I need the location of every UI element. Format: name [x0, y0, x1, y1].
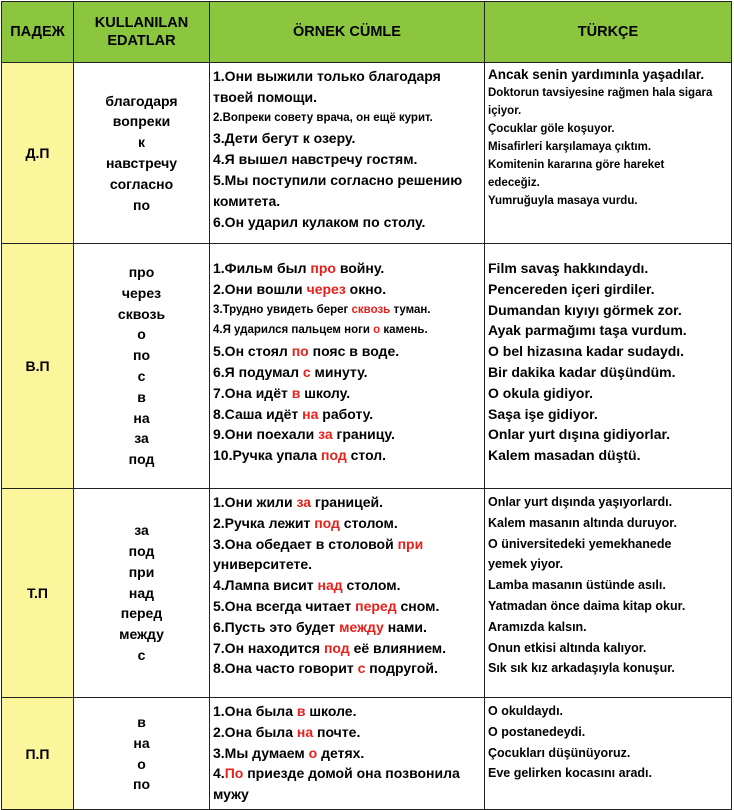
highlighted-preposition: в — [296, 703, 306, 719]
example-sentence: 1.Фильм был про войну. — [213, 260, 385, 276]
header-case: ПАДЕЖ — [2, 2, 74, 63]
example-sentence: 3.Мы думаем о детях. — [213, 744, 365, 761]
example-sentence: 3.Трудно увидеть берег сквозь туман. — [213, 303, 431, 316]
example-sentence: 3.Дети бегут к озеру. — [213, 130, 356, 147]
example-sentence: 6.Пусть это будет между нами. — [213, 618, 427, 635]
turkish-sentence: O postanedeydi. — [488, 724, 586, 739]
example-sentence: 1.Она была в школе. — [213, 703, 357, 719]
preposition: с — [137, 368, 146, 384]
row-vp — [2, 244, 732, 489]
preposition: за — [134, 522, 149, 539]
example-sentence: 5.Мы поступили согласно решению — [213, 171, 463, 188]
grammar-table — [1, 1, 732, 810]
example-sentence: 4.По приезде домой она позвонила — [213, 765, 460, 782]
case-cell: Т.П — [2, 489, 74, 698]
header-turkish: TÜRKÇE — [485, 2, 732, 63]
prepositions-cell — [74, 698, 210, 810]
example-sentence: 4.Я ударился пальцем ноги о камень. — [213, 324, 428, 337]
example-sentence-cont: мужу — [213, 786, 249, 803]
preposition: по — [132, 776, 150, 793]
turkish-sentence: O okuldaydı. — [488, 704, 564, 718]
turkish-sentence: Ancak senin yardımınla yaşadılar. — [488, 67, 705, 82]
example-sentence: 3.Она обедает в столовой при — [213, 535, 424, 552]
turkish-sentence: Komitenin kararına göre hareket — [488, 159, 665, 171]
highlighted-preposition: под — [323, 639, 350, 656]
preposition: навстречу — [105, 155, 178, 171]
preposition: перед — [120, 605, 163, 622]
turkish-sentence: Aramızda kalsın. — [488, 619, 587, 634]
example-sentence: 8.Саша идёт на работу. — [213, 405, 374, 422]
turkish-sentence: Yatmadan önce daima kitap okur. — [488, 598, 686, 613]
preposition: под — [128, 543, 155, 559]
examples-cell — [210, 63, 485, 244]
example-sentence: 5.Она всегда читает перед сном. — [213, 597, 440, 614]
highlighted-preposition: о — [308, 744, 318, 761]
turkish-sentence: Bir dakika kadar düşündüm. — [488, 363, 676, 380]
turkish-sentence: Pencereden içeri girdiler. — [488, 280, 655, 297]
highlighted-preposition: По — [224, 765, 244, 782]
preposition: по — [132, 196, 150, 213]
preposition: за — [134, 430, 149, 447]
example-sentence: 4.Я вышел навстречу гостям. — [213, 151, 418, 168]
turkish-sentence: Eve gelirken kocasını aradı. — [488, 766, 652, 781]
example-sentence: 2.Ручка лежит под столом. — [213, 514, 398, 531]
preposition: о — [137, 326, 146, 343]
preposition: о — [137, 755, 146, 772]
turkish-sentence: Misafirleri karşılamaya çıktım. — [488, 141, 652, 153]
header-row — [2, 2, 732, 63]
example-sentence: 7.Она идёт в школу. — [213, 384, 351, 401]
highlighted-preposition: на — [302, 405, 319, 422]
header-example: ÖRNEK CÜMLE — [210, 2, 485, 63]
turkish-sentence-cont: edeceğiz. — [488, 177, 540, 189]
highlighted-preposition: за — [296, 494, 312, 510]
highlighted-preposition: о — [373, 324, 381, 337]
example-sentence: 1.Они жили за границей. — [213, 494, 384, 510]
preposition: согласно — [109, 175, 174, 192]
example-sentence: 1.Они выжили только благодаря — [213, 68, 441, 84]
turkish-cell — [485, 489, 732, 698]
example-sentence-cont: комитета. — [213, 192, 281, 209]
turkish-sentence: Kalem masadan düştü. — [488, 447, 641, 464]
example-sentence: 5.Он стоял по пояс в воде. — [213, 343, 400, 360]
turkish-sentence: Yumruğuyla masaya vurdu. — [488, 195, 638, 207]
highlighted-preposition: за — [318, 426, 333, 443]
examples-cell — [210, 244, 485, 489]
example-sentence-cont: твоей помощи. — [213, 88, 317, 105]
highlighted-preposition: под — [321, 447, 347, 464]
example-sentence: 6.Я подумал с минуту. — [213, 363, 368, 380]
highlighted-preposition: при — [397, 535, 424, 552]
preposition: сквозь — [117, 305, 166, 322]
turkish-sentence: O bel hizasına kadar sudaydı. — [488, 343, 685, 360]
case-cell: Д.П — [2, 63, 74, 244]
case-cell: П.П — [2, 698, 74, 810]
turkish-sentence: Film savaş hakkındaydı. — [488, 260, 649, 276]
preposition: при — [128, 563, 155, 580]
row-pp — [2, 698, 732, 810]
header-prepositions: KULLANILAN EDATLAR — [74, 2, 210, 63]
highlighted-preposition: про — [310, 260, 336, 276]
highlighted-preposition: в — [291, 384, 301, 401]
highlighted-preposition: сквозь — [351, 303, 391, 316]
highlighted-preposition: по — [291, 343, 309, 360]
example-sentence: 7.Он находится под её влиянием. — [213, 639, 447, 656]
highlighted-preposition: на — [296, 723, 314, 740]
preposition: в — [137, 713, 146, 730]
turkish-cell — [485, 63, 732, 244]
turkish-sentence: Onun etkisi altında kalıyor. — [488, 640, 647, 655]
preposition: вопреки — [112, 113, 171, 130]
turkish-sentence: Çocuklar göle koşuyor. — [488, 123, 615, 135]
turkish-sentence: Saşa işe gidiyor. — [488, 405, 598, 422]
highlighted-preposition: под — [314, 514, 340, 531]
prepositions-cell — [74, 244, 210, 489]
example-sentence: 4.Лампа висит над столом. — [213, 577, 401, 594]
examples-cell — [210, 698, 485, 810]
preposition: над — [128, 584, 155, 601]
case-cell: В.П — [2, 244, 74, 489]
highlighted-preposition: между — [339, 618, 384, 635]
example-sentence: 2.Они вошли через окно. — [213, 280, 387, 297]
highlighted-preposition: с — [302, 363, 311, 380]
highlighted-preposition: над — [317, 577, 343, 594]
prepositions-cell — [74, 63, 210, 244]
example-sentence: 8.Она часто говорит с подругой. — [213, 660, 438, 677]
highlighted-preposition: перед — [355, 597, 397, 614]
preposition: в — [137, 388, 146, 405]
turkish-sentence: Onlar yurt dışına gidiyorlar. — [488, 426, 671, 443]
turkish-cell — [485, 244, 732, 489]
turkish-sentence-cont: yemek yiyor. — [488, 557, 564, 572]
preposition: про — [128, 264, 155, 281]
row-tp — [2, 489, 732, 698]
turkish-cell — [485, 698, 732, 810]
example-sentence: 10.Ручка упала под стол. — [213, 447, 387, 464]
turkish-sentence: O üniversitedeki yemekhanede — [488, 536, 672, 551]
highlighted-preposition: с — [357, 660, 366, 677]
example-sentence: 6.Он ударил кулаком по столу. — [213, 213, 426, 230]
prepositions-cell — [74, 489, 210, 698]
preposition: к — [137, 134, 145, 151]
example-sentence: 9.Они поехали за границу. — [213, 426, 395, 443]
row-dp — [2, 63, 732, 244]
preposition: через — [121, 284, 162, 301]
turkish-sentence: Ayak parmağımı taşa vurdum. — [488, 322, 687, 339]
turkish-sentence: Dumandan kıyıyı görmek zor. — [488, 301, 682, 318]
turkish-sentence: Lamba masanın üstünde asılı. — [488, 578, 666, 593]
preposition: под — [128, 451, 155, 468]
turkish-sentence: Çocukları düşünüyoruz. — [488, 745, 631, 760]
turkish-sentence: Onlar yurt dışında yaşıyorlardı. — [488, 495, 673, 509]
example-sentence: 2.Вопреки совету врача, он ещё курит. — [213, 111, 433, 124]
turkish-sentence: Doktorun tavsiyesine rağmen hala sigara — [488, 87, 713, 99]
preposition: благодаря — [105, 92, 178, 109]
turkish-sentence: O okula gidiyor. — [488, 384, 594, 401]
preposition: на — [133, 409, 150, 426]
preposition: на — [133, 734, 150, 751]
example-sentence: 2.Она была на почте. — [213, 723, 361, 740]
preposition: с — [137, 646, 146, 663]
example-sentence-cont: университете. — [213, 556, 312, 573]
highlighted-preposition: через — [306, 280, 346, 297]
preposition: по — [132, 347, 150, 364]
turkish-sentence: Sık sık kız arkadaşıyla konuşur. — [488, 661, 675, 676]
turkish-sentence: Kalem masanın altında duruyor. — [488, 515, 677, 530]
examples-cell — [210, 489, 485, 698]
turkish-sentence-cont: içiyor. — [488, 105, 522, 117]
preposition: между — [119, 626, 164, 643]
